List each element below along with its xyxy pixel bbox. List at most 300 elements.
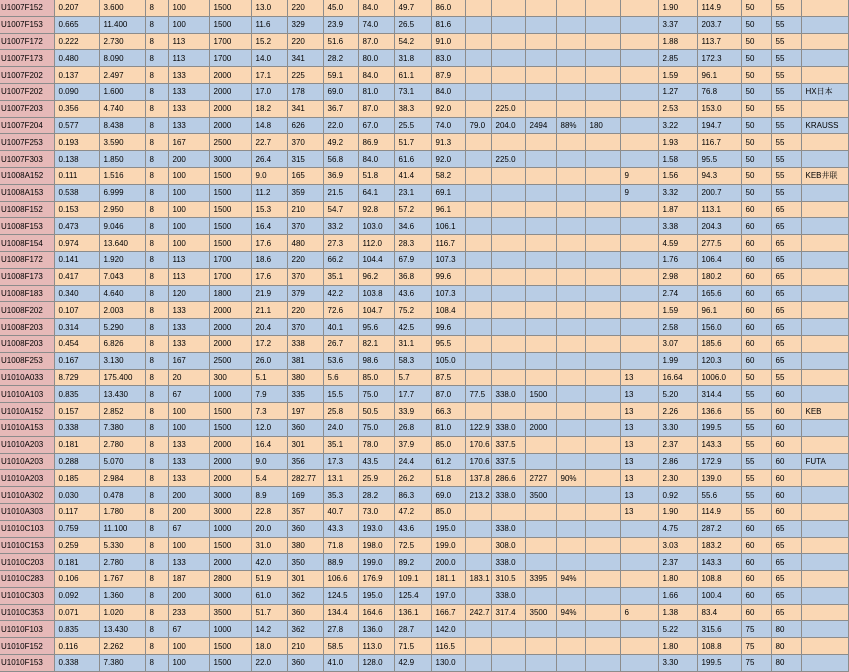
table-cell[interactable]: 35.1: [323, 268, 358, 285]
table-cell[interactable]: [491, 403, 525, 420]
table-cell[interactable]: 87.5: [431, 369, 465, 386]
table-cell[interactable]: 55: [771, 134, 801, 151]
table-cell[interactable]: 8: [145, 184, 168, 201]
table-cell[interactable]: 15.5: [323, 386, 358, 403]
table-cell[interactable]: 1.27: [658, 83, 697, 100]
table-cell[interactable]: 169: [287, 487, 323, 504]
table-cell[interactable]: 13: [620, 487, 658, 504]
table-cell[interactable]: 370: [287, 319, 323, 336]
table-cell[interactable]: 210: [287, 201, 323, 218]
table-cell[interactable]: 370: [287, 218, 323, 235]
model-cell[interactable]: U1010F103: [0, 621, 54, 638]
table-cell[interactable]: 300: [209, 369, 251, 386]
table-cell[interactable]: 87.9: [431, 67, 465, 84]
table-cell[interactable]: 1.600: [99, 83, 145, 100]
table-cell[interactable]: 41.0: [323, 655, 358, 672]
table-cell[interactable]: 379: [287, 285, 323, 302]
table-cell[interactable]: 22.7: [251, 134, 287, 151]
table-cell[interactable]: 2.30: [658, 470, 697, 487]
table-cell[interactable]: 24.0: [323, 419, 358, 436]
table-cell[interactable]: 0.181: [54, 554, 99, 571]
table-cell[interactable]: 34.6: [394, 218, 431, 235]
table-cell[interactable]: [801, 251, 848, 268]
table-cell[interactable]: [491, 0, 525, 16]
table-cell[interactable]: 134.4: [323, 604, 358, 621]
table-cell[interactable]: [801, 16, 848, 33]
table-cell[interactable]: 13.640: [99, 235, 145, 252]
table-cell[interactable]: [801, 50, 848, 67]
table-cell[interactable]: 80: [771, 638, 801, 655]
table-cell[interactable]: 8.438: [99, 117, 145, 134]
table-cell[interactable]: [525, 554, 556, 571]
table-cell[interactable]: 1500: [209, 638, 251, 655]
table-cell[interactable]: 4.75: [658, 520, 697, 537]
model-cell[interactable]: U1010A103: [0, 386, 54, 403]
table-cell[interactable]: [585, 302, 620, 319]
table-cell[interactable]: [585, 638, 620, 655]
table-cell[interactable]: 22.0: [323, 117, 358, 134]
table-cell[interactable]: 3500: [525, 604, 556, 621]
table-cell[interactable]: 55: [771, 117, 801, 134]
table-cell[interactable]: 27.3: [323, 235, 358, 252]
table-cell[interactable]: [465, 100, 491, 117]
table-cell[interactable]: [465, 335, 491, 352]
table-cell[interactable]: [491, 621, 525, 638]
table-cell[interactable]: [556, 352, 585, 369]
table-cell[interactable]: 195.0: [358, 587, 394, 604]
table-cell[interactable]: 381: [287, 352, 323, 369]
table-cell[interactable]: 2.37: [658, 554, 697, 571]
table-cell[interactable]: [801, 520, 848, 537]
table-cell[interactable]: 1.780: [99, 503, 145, 520]
table-cell[interactable]: 282.77: [287, 470, 323, 487]
table-cell[interactable]: 54.7: [323, 201, 358, 218]
table-cell[interactable]: 329: [287, 16, 323, 33]
table-cell[interactable]: [620, 201, 658, 218]
table-cell[interactable]: 85.0: [431, 436, 465, 453]
table-cell[interactable]: 15.3: [251, 201, 287, 218]
table-cell[interactable]: 85.0: [358, 369, 394, 386]
table-cell[interactable]: 33.2: [323, 218, 358, 235]
table-cell[interactable]: 200.0: [431, 554, 465, 571]
table-cell[interactable]: [491, 352, 525, 369]
table-cell[interactable]: [556, 436, 585, 453]
table-cell[interactable]: 36.9: [323, 167, 358, 184]
table-cell[interactable]: 9: [620, 184, 658, 201]
table-cell[interactable]: 370: [287, 134, 323, 151]
table-cell[interactable]: 204.3: [697, 218, 741, 235]
table-cell[interactable]: 13: [620, 369, 658, 386]
table-cell[interactable]: 8: [145, 470, 168, 487]
table-cell[interactable]: 55: [771, 184, 801, 201]
table-cell[interactable]: 31.1: [394, 335, 431, 352]
table-cell[interactable]: 95.6: [358, 319, 394, 336]
table-cell[interactable]: 73.0: [358, 503, 394, 520]
table-cell[interactable]: 370: [287, 268, 323, 285]
table-cell[interactable]: 0.222: [54, 33, 99, 50]
table-cell[interactable]: [525, 352, 556, 369]
table-cell[interactable]: 9: [620, 167, 658, 184]
table-cell[interactable]: [801, 571, 848, 588]
table-cell[interactable]: 100: [168, 16, 209, 33]
table-cell[interactable]: 42.0: [251, 554, 287, 571]
table-cell[interactable]: 2800: [209, 571, 251, 588]
table-cell[interactable]: 87.0: [358, 33, 394, 50]
table-cell[interactable]: 338.0: [491, 554, 525, 571]
table-cell[interactable]: 13: [620, 453, 658, 470]
table-cell[interactable]: 50: [741, 0, 771, 16]
table-cell[interactable]: [556, 487, 585, 504]
table-cell[interactable]: [585, 352, 620, 369]
table-cell[interactable]: [585, 16, 620, 33]
table-cell[interactable]: [491, 251, 525, 268]
table-cell[interactable]: 362: [287, 587, 323, 604]
table-cell[interactable]: 338.0: [491, 419, 525, 436]
table-cell[interactable]: [620, 554, 658, 571]
table-cell[interactable]: [585, 386, 620, 403]
table-cell[interactable]: 61.6: [394, 151, 431, 168]
table-cell[interactable]: 61.1: [394, 67, 431, 84]
table-cell[interactable]: 100: [168, 201, 209, 218]
table-cell[interactable]: 220: [287, 0, 323, 16]
table-cell[interactable]: [491, 302, 525, 319]
table-cell[interactable]: 5.1: [251, 369, 287, 386]
table-cell[interactable]: 0.259: [54, 537, 99, 554]
table-cell[interactable]: [556, 655, 585, 672]
model-cell[interactable]: U1007F153: [0, 16, 54, 33]
table-cell[interactable]: 1500: [209, 235, 251, 252]
table-cell[interactable]: 65: [771, 520, 801, 537]
table-cell[interactable]: 2.58: [658, 319, 697, 336]
table-cell[interactable]: 124.5: [323, 587, 358, 604]
table-cell[interactable]: [801, 537, 848, 554]
table-cell[interactable]: [620, 33, 658, 50]
table-cell[interactable]: 96.2: [358, 268, 394, 285]
table-cell[interactable]: 108.8: [697, 638, 741, 655]
table-cell[interactable]: 92.8: [358, 201, 394, 218]
table-cell[interactable]: 100: [168, 218, 209, 235]
table-cell[interactable]: 85.0: [431, 503, 465, 520]
table-cell[interactable]: [525, 520, 556, 537]
table-cell[interactable]: 6.826: [99, 335, 145, 352]
table-cell[interactable]: [585, 436, 620, 453]
table-cell[interactable]: [585, 503, 620, 520]
table-cell[interactable]: 84.0: [431, 83, 465, 100]
table-cell[interactable]: 65: [771, 235, 801, 252]
table-cell[interactable]: 17.2: [251, 335, 287, 352]
table-cell[interactable]: [585, 621, 620, 638]
table-cell[interactable]: 2.74: [658, 285, 697, 302]
table-cell[interactable]: 89.2: [394, 554, 431, 571]
table-cell[interactable]: 113: [168, 50, 209, 67]
table-cell[interactable]: 14.0: [251, 50, 287, 67]
table-cell[interactable]: 60: [741, 251, 771, 268]
table-cell[interactable]: 2.53: [658, 100, 697, 117]
table-cell[interactable]: 0.157: [54, 403, 99, 420]
table-cell[interactable]: [465, 134, 491, 151]
table-cell[interactable]: 43.6: [394, 285, 431, 302]
table-cell[interactable]: [585, 470, 620, 487]
table-cell[interactable]: 100: [168, 537, 209, 554]
table-cell[interactable]: 96.1: [431, 201, 465, 218]
table-cell[interactable]: 99.6: [431, 319, 465, 336]
table-cell[interactable]: 11.100: [99, 520, 145, 537]
table-cell[interactable]: 8: [145, 352, 168, 369]
model-cell[interactable]: U1010C303: [0, 587, 54, 604]
table-cell[interactable]: 60: [771, 487, 801, 504]
table-cell[interactable]: 50: [741, 151, 771, 168]
table-cell[interactable]: [801, 470, 848, 487]
table-cell[interactable]: [491, 16, 525, 33]
table-cell[interactable]: [585, 604, 620, 621]
table-cell[interactable]: 55.6: [697, 487, 741, 504]
table-cell[interactable]: 18.2: [251, 100, 287, 117]
table-cell[interactable]: 195.0: [431, 520, 465, 537]
table-cell[interactable]: 103.8: [358, 285, 394, 302]
table-cell[interactable]: [491, 50, 525, 67]
table-cell[interactable]: 35.3: [323, 487, 358, 504]
table-cell[interactable]: [491, 201, 525, 218]
table-cell[interactable]: [525, 218, 556, 235]
table-cell[interactable]: 8: [145, 520, 168, 537]
model-cell[interactable]: U1008F153: [0, 218, 54, 235]
table-cell[interactable]: [556, 100, 585, 117]
table-cell[interactable]: 2.37: [658, 436, 697, 453]
table-cell[interactable]: 43.5: [358, 453, 394, 470]
table-cell[interactable]: 25.9: [358, 470, 394, 487]
table-cell[interactable]: [801, 621, 848, 638]
table-cell[interactable]: 136.6: [697, 403, 741, 420]
table-cell[interactable]: 193.0: [358, 520, 394, 537]
table-cell[interactable]: [801, 335, 848, 352]
table-cell[interactable]: KEB井联: [801, 167, 848, 184]
table-cell[interactable]: 225: [287, 67, 323, 84]
table-cell[interactable]: 0.137: [54, 67, 99, 84]
table-cell[interactable]: 21.1: [251, 302, 287, 319]
table-cell[interactable]: 81.0: [358, 83, 394, 100]
table-cell[interactable]: 60: [741, 268, 771, 285]
table-cell[interactable]: 2.780: [99, 436, 145, 453]
table-cell[interactable]: 28.7: [394, 621, 431, 638]
table-cell[interactable]: 114.9: [697, 0, 741, 16]
table-cell[interactable]: 84.0: [358, 67, 394, 84]
table-cell[interactable]: 100: [168, 184, 209, 201]
table-cell[interactable]: 31.0: [251, 537, 287, 554]
table-cell[interactable]: 8: [145, 285, 168, 302]
table-cell[interactable]: 3.590: [99, 134, 145, 151]
table-cell[interactable]: 220: [287, 302, 323, 319]
table-cell[interactable]: 153.0: [697, 100, 741, 117]
table-cell[interactable]: 3.32: [658, 184, 697, 201]
table-cell[interactable]: [620, 285, 658, 302]
table-cell[interactable]: 75.0: [358, 419, 394, 436]
table-cell[interactable]: 94%: [556, 604, 585, 621]
table-cell[interactable]: [491, 285, 525, 302]
table-cell[interactable]: 100: [168, 403, 209, 420]
model-cell[interactable]: U1008F253: [0, 352, 54, 369]
table-cell[interactable]: 100.4: [697, 587, 741, 604]
table-cell[interactable]: 60: [741, 285, 771, 302]
table-cell[interactable]: [585, 285, 620, 302]
table-cell[interactable]: 9.046: [99, 218, 145, 235]
table-cell[interactable]: 17.6: [251, 235, 287, 252]
table-cell[interactable]: 0.314: [54, 319, 99, 336]
model-cell[interactable]: U1010A033: [0, 369, 54, 386]
table-cell[interactable]: 26.2: [394, 470, 431, 487]
table-cell[interactable]: 106.6: [323, 571, 358, 588]
table-cell[interactable]: 13: [620, 386, 658, 403]
table-cell[interactable]: [620, 117, 658, 134]
table-cell[interactable]: 3.600: [99, 0, 145, 16]
table-cell[interactable]: 73.1: [394, 83, 431, 100]
table-cell[interactable]: 338: [287, 335, 323, 352]
table-cell[interactable]: 287.2: [697, 520, 741, 537]
table-cell[interactable]: 80: [771, 621, 801, 638]
table-cell[interactable]: 359: [287, 184, 323, 201]
table-cell[interactable]: [465, 403, 491, 420]
table-cell[interactable]: 6: [620, 604, 658, 621]
table-cell[interactable]: 50: [741, 83, 771, 100]
table-cell[interactable]: 165: [287, 167, 323, 184]
table-cell[interactable]: 100: [168, 167, 209, 184]
table-cell[interactable]: 1.90: [658, 503, 697, 520]
table-cell[interactable]: 120.3: [697, 352, 741, 369]
table-cell[interactable]: 20.4: [251, 319, 287, 336]
table-cell[interactable]: 0.153: [54, 201, 99, 218]
table-cell[interactable]: 95.5: [697, 151, 741, 168]
table-cell[interactable]: 1700: [209, 268, 251, 285]
table-cell[interactable]: 33.9: [394, 403, 431, 420]
table-cell[interactable]: [801, 134, 848, 151]
table-cell[interactable]: 1.99: [658, 352, 697, 369]
table-cell[interactable]: [465, 235, 491, 252]
model-cell[interactable]: U1007F173: [0, 50, 54, 67]
table-cell[interactable]: [556, 67, 585, 84]
table-cell[interactable]: 106.4: [697, 251, 741, 268]
table-cell[interactable]: 99.6: [431, 268, 465, 285]
table-cell[interactable]: 200.7: [697, 184, 741, 201]
table-cell[interactable]: 133: [168, 302, 209, 319]
table-cell[interactable]: 114.9: [697, 503, 741, 520]
table-cell[interactable]: 60: [741, 335, 771, 352]
table-cell[interactable]: 178: [287, 83, 323, 100]
table-cell[interactable]: 61.2: [431, 453, 465, 470]
table-cell[interactable]: [556, 83, 585, 100]
table-cell[interactable]: 2000: [209, 319, 251, 336]
table-cell[interactable]: 187: [168, 571, 209, 588]
table-cell[interactable]: 35.1: [323, 436, 358, 453]
model-cell[interactable]: U1008F154: [0, 235, 54, 252]
table-cell[interactable]: [556, 453, 585, 470]
table-cell[interactable]: 199.0: [431, 537, 465, 554]
table-cell[interactable]: 0.356: [54, 100, 99, 117]
table-cell[interactable]: 7.380: [99, 655, 145, 672]
table-cell[interactable]: 1000: [209, 386, 251, 403]
table-cell[interactable]: [801, 369, 848, 386]
table-cell[interactable]: 60: [741, 571, 771, 588]
table-cell[interactable]: 170.6: [465, 436, 491, 453]
table-cell[interactable]: [585, 453, 620, 470]
table-cell[interactable]: [465, 302, 491, 319]
table-cell[interactable]: 100: [168, 419, 209, 436]
table-cell[interactable]: 71.5: [394, 638, 431, 655]
table-cell[interactable]: [465, 151, 491, 168]
table-cell[interactable]: 301: [287, 436, 323, 453]
table-cell[interactable]: 200: [168, 151, 209, 168]
table-cell[interactable]: 2000: [209, 83, 251, 100]
table-cell[interactable]: 88%: [556, 117, 585, 134]
table-cell[interactable]: 13: [620, 403, 658, 420]
table-cell[interactable]: 69.1: [431, 184, 465, 201]
table-cell[interactable]: 315.6: [697, 621, 741, 638]
table-cell[interactable]: 199.5: [697, 419, 741, 436]
table-cell[interactable]: 86.3: [394, 487, 431, 504]
table-cell[interactable]: 360: [287, 520, 323, 537]
table-cell[interactable]: 7.380: [99, 419, 145, 436]
table-cell[interactable]: 116.5: [431, 638, 465, 655]
table-cell[interactable]: [491, 235, 525, 252]
table-cell[interactable]: 23.1: [394, 184, 431, 201]
table-cell[interactable]: 125.4: [394, 587, 431, 604]
table-cell[interactable]: 94.3: [697, 167, 741, 184]
table-cell[interactable]: 220: [287, 251, 323, 268]
table-cell[interactable]: 27.8: [323, 621, 358, 638]
table-cell[interactable]: 50.5: [358, 403, 394, 420]
table-cell[interactable]: 360: [287, 604, 323, 621]
table-cell[interactable]: 1.66: [658, 587, 697, 604]
table-cell[interactable]: [465, 184, 491, 201]
table-cell[interactable]: [556, 554, 585, 571]
table-cell[interactable]: 90%: [556, 470, 585, 487]
table-cell[interactable]: 133: [168, 83, 209, 100]
table-cell[interactable]: [585, 184, 620, 201]
table-cell[interactable]: 335: [287, 386, 323, 403]
table-cell[interactable]: 65: [771, 352, 801, 369]
table-cell[interactable]: [525, 100, 556, 117]
table-cell[interactable]: [465, 520, 491, 537]
table-cell[interactable]: 8: [145, 33, 168, 50]
table-cell[interactable]: [801, 487, 848, 504]
table-cell[interactable]: 2000: [525, 419, 556, 436]
table-cell[interactable]: [801, 235, 848, 252]
table-cell[interactable]: 2000: [209, 67, 251, 84]
table-cell[interactable]: 50: [741, 134, 771, 151]
table-cell[interactable]: [491, 335, 525, 352]
model-cell[interactable]: U1008A153: [0, 184, 54, 201]
table-cell[interactable]: 8: [145, 134, 168, 151]
table-cell[interactable]: 61.0: [251, 587, 287, 604]
table-cell[interactable]: 1.87: [658, 201, 697, 218]
table-cell[interactable]: 185.6: [697, 335, 741, 352]
table-cell[interactable]: 13.1: [323, 470, 358, 487]
model-cell[interactable]: U1007F172: [0, 33, 54, 50]
table-cell[interactable]: 28.3: [394, 235, 431, 252]
table-cell[interactable]: 21.5: [323, 184, 358, 201]
table-cell[interactable]: 2.852: [99, 403, 145, 420]
table-cell[interactable]: [585, 33, 620, 50]
table-cell[interactable]: 2494: [525, 117, 556, 134]
table-cell[interactable]: 2500: [209, 352, 251, 369]
table-cell[interactable]: [491, 184, 525, 201]
table-cell[interactable]: [525, 638, 556, 655]
table-cell[interactable]: 20.0: [251, 520, 287, 537]
table-cell[interactable]: 113: [168, 268, 209, 285]
table-cell[interactable]: 58.5: [323, 638, 358, 655]
table-cell[interactable]: 165.6: [697, 285, 741, 302]
table-cell[interactable]: 3.07: [658, 335, 697, 352]
table-cell[interactable]: 1.920: [99, 251, 145, 268]
table-cell[interactable]: [620, 655, 658, 672]
